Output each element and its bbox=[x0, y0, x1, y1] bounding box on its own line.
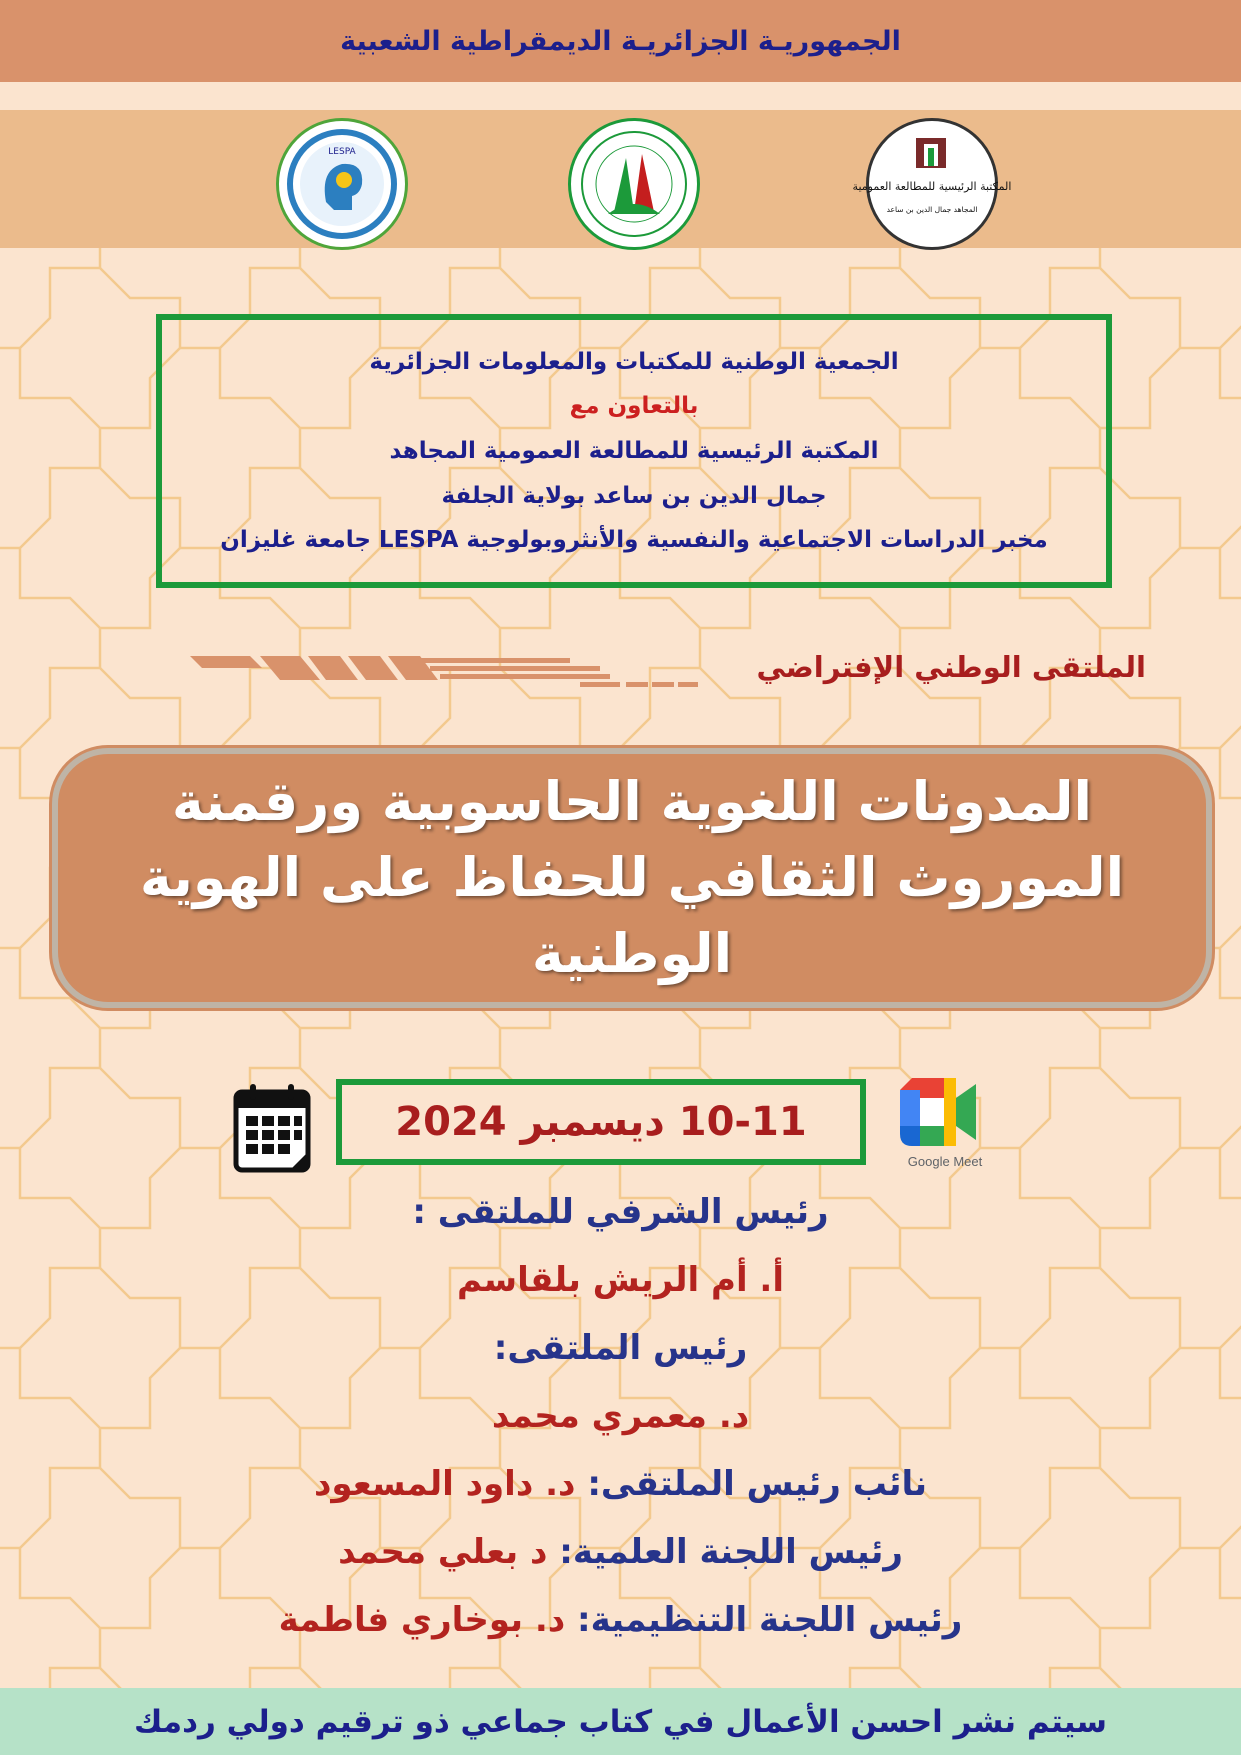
organizing-committee-line bbox=[0, 1600, 1241, 1640]
organizer-lab: مخبر الدراسات الاجتماعية والنفسية والأنثروبولوجية LESPA جامعة غليزان bbox=[220, 527, 1048, 554]
publication-note: سيتم نشر احسن الأعمال في كتاب جماعي ذو ترقيم دولي ردمك bbox=[134, 1703, 1107, 1740]
library-association-logo bbox=[568, 118, 700, 250]
calendar-icon bbox=[232, 1082, 314, 1174]
scientific-committee-line bbox=[0, 1532, 1241, 1572]
lespa-logo-text: LESPA bbox=[328, 147, 356, 157]
date-box bbox=[336, 1079, 866, 1165]
honorary-chair-label: رئيس الشرفي للملتقى : bbox=[412, 1192, 829, 1232]
logos-strip bbox=[0, 110, 1241, 248]
organizers-box bbox=[156, 314, 1112, 588]
organizer-association: الجمعية الوطنية للمكتبات والمعلومات الجزائرية bbox=[369, 348, 899, 375]
event-type: الملتقى الوطني الإفتراضي bbox=[756, 650, 1146, 684]
footer-bar bbox=[0, 1688, 1241, 1755]
decorative-stripes bbox=[190, 652, 700, 692]
title-box bbox=[52, 748, 1212, 1008]
library-logo-subtext: المجاهد جمال الدين بن ساعد bbox=[886, 205, 978, 214]
event-title: المدونات اللغوية الحاسوبية ورقمنة الموروث الثقافي للحفاظ على الهوية الوطنية bbox=[139, 770, 1125, 985]
scientific-committee-name: د بعلي محمد bbox=[338, 1532, 548, 1572]
organizing-committee-label: رئيس اللجنة التنظيمية: bbox=[577, 1600, 963, 1640]
in-cooperation-with: بالتعاون مع bbox=[569, 393, 699, 420]
country-name: الجمهوريـة الجزائريـة الديمقراطية الشعبية bbox=[340, 25, 901, 57]
lespa-lab-logo bbox=[276, 118, 408, 250]
event-date: 10-11 ديسمبر 2024 bbox=[395, 1099, 807, 1145]
google-meet-icon bbox=[890, 1076, 1000, 1172]
scientific-committee-label: رئيس اللجنة العلمية: bbox=[559, 1532, 903, 1572]
header-bar bbox=[0, 0, 1241, 82]
organizer-library: المكتبة الرئيسية للمطالعة العمومية المجاهد bbox=[389, 437, 879, 464]
honorary-chair-name: أ. أم الريش بلقاسم bbox=[456, 1260, 785, 1300]
vice-chair-line bbox=[0, 1464, 1241, 1504]
chair-label: رئيس الملتقى: bbox=[493, 1328, 748, 1368]
vice-chair-name: د. داود المسعود bbox=[313, 1464, 576, 1504]
main-public-library-logo bbox=[852, 118, 1012, 250]
library-logo-text: المكتبة الرئيسية للمطالعة العمومية bbox=[852, 180, 1012, 193]
organizing-committee-name: د. بوخاري فاطمة bbox=[278, 1600, 566, 1640]
vice-chair-label: نائب رئيس الملتقى: bbox=[587, 1464, 928, 1504]
google-meet-label: Google Meet bbox=[907, 1154, 983, 1169]
chair-name: د. معمري محمد bbox=[491, 1396, 750, 1436]
organizer-library-name: جمال الدين بن ساعد بولاية الجلفة bbox=[441, 482, 827, 509]
